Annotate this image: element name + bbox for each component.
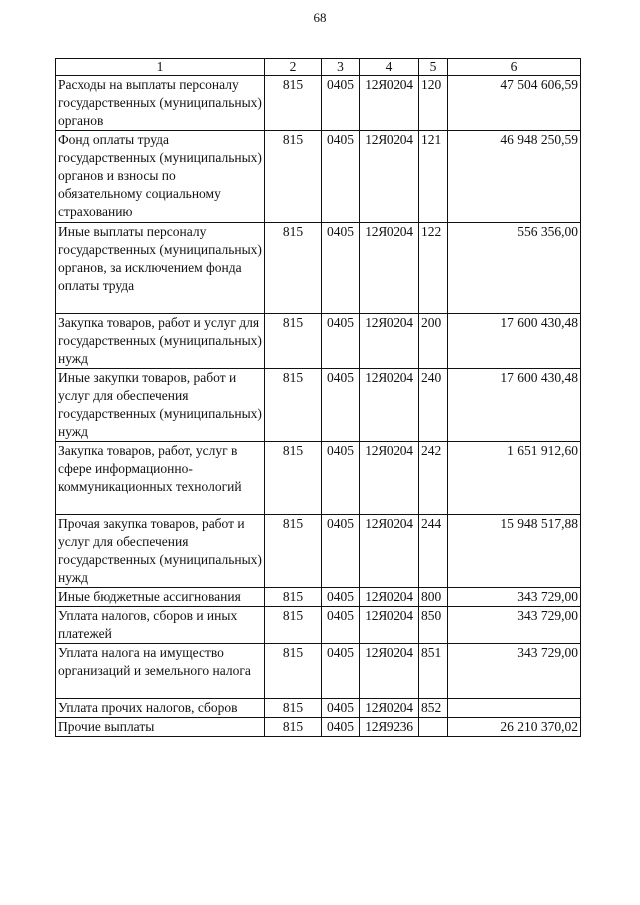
row-glava: 815 (265, 76, 322, 131)
table-row (56, 131, 581, 223)
row-name: Иные выплаты персоналу государственных (муниципальных) органов, за исключением фонда оплаты труда (56, 223, 265, 314)
table-row (56, 369, 581, 442)
row-sum: 343 729,00 (448, 588, 581, 607)
row-vr: 122 (419, 223, 448, 314)
row-sum: 343 729,00 (448, 644, 581, 699)
row-name: Фонд оплаты труда государственных (муниципальных) органов и взносы по обязательному социальному страхованию (56, 131, 265, 223)
row-csr: 12Я0204 (360, 644, 419, 699)
row-razdel: 0405 (322, 369, 360, 442)
table-row (56, 718, 581, 737)
row-glava: 815 (265, 442, 322, 515)
row-vr: 240 (419, 369, 448, 442)
row-vr: 852 (419, 699, 448, 718)
row-csr: 12Я0204 (360, 131, 419, 223)
header-col-2: 2 (265, 59, 322, 76)
row-glava: 815 (265, 515, 322, 588)
row-name: Иные бюджетные ассигнования (56, 588, 265, 607)
row-csr: 12Я0204 (360, 515, 419, 588)
row-vr: 200 (419, 314, 448, 369)
row-vr (419, 718, 448, 737)
row-glava: 815 (265, 223, 322, 314)
table-row (56, 515, 581, 588)
row-name: Закупка товаров, работ и услуг для государственных (муниципальных) нужд (56, 314, 265, 369)
row-glava: 815 (265, 607, 322, 644)
row-glava: 815 (265, 314, 322, 369)
row-glava: 815 (265, 644, 322, 699)
row-csr: 12Я0204 (360, 699, 419, 718)
table-row (56, 223, 581, 314)
row-name: Расходы на выплаты персоналу государственных (муниципальных) органов (56, 76, 265, 131)
table-row (56, 588, 581, 607)
row-csr: 12Я0204 (360, 369, 419, 442)
row-name: Иные закупки товаров, работ и услуг для обеспечения государственных (муниципальных) нужд (56, 369, 265, 442)
row-sum: 26 210 370,02 (448, 718, 581, 737)
row-vr: 851 (419, 644, 448, 699)
row-razdel: 0405 (322, 699, 360, 718)
table-row (56, 607, 581, 644)
row-razdel: 0405 (322, 314, 360, 369)
header-col-6: 6 (448, 59, 581, 76)
row-vr: 242 (419, 442, 448, 515)
header-col-3: 3 (322, 59, 360, 76)
table-row (56, 699, 581, 718)
row-csr: 12Я0204 (360, 607, 419, 644)
row-sum: 1 651 912,60 (448, 442, 581, 515)
row-vr: 800 (419, 588, 448, 607)
row-vr: 850 (419, 607, 448, 644)
row-sum: 17 600 430,48 (448, 369, 581, 442)
row-name: Уплата налога на имущество организаций и земельного налога (56, 644, 265, 699)
row-name: Прочая закупка товаров, работ и услуг для обеспечения государственных (муниципальных) нужд (56, 515, 265, 588)
row-name: Уплата прочих налогов, сборов (56, 699, 265, 718)
table-header-row (56, 59, 581, 76)
row-glava: 815 (265, 131, 322, 223)
row-name: Закупка товаров, работ, услуг в сфере информационно-коммуникационных технологий (56, 442, 265, 515)
row-vr: 244 (419, 515, 448, 588)
row-razdel: 0405 (322, 718, 360, 737)
row-razdel: 0405 (322, 131, 360, 223)
row-csr: 12Я0204 (360, 442, 419, 515)
row-csr: 12Я0204 (360, 314, 419, 369)
row-sum: 343 729,00 (448, 607, 581, 644)
row-glava: 815 (265, 588, 322, 607)
row-csr: 12Я0204 (360, 588, 419, 607)
row-razdel: 0405 (322, 515, 360, 588)
header-col-1: 1 (56, 59, 265, 76)
budget-table (55, 58, 581, 737)
table-row (56, 442, 581, 515)
row-csr: 12Я0204 (360, 76, 419, 131)
row-sum: 46 948 250,59 (448, 131, 581, 223)
row-razdel: 0405 (322, 76, 360, 131)
row-razdel: 0405 (322, 607, 360, 644)
table-row (56, 644, 581, 699)
table-row (56, 76, 581, 131)
row-glava: 815 (265, 718, 322, 737)
row-razdel: 0405 (322, 223, 360, 314)
row-name: Прочие выплаты (56, 718, 265, 737)
row-sum: 556 356,00 (448, 223, 581, 314)
row-sum: 15 948 517,88 (448, 515, 581, 588)
row-vr: 121 (419, 131, 448, 223)
row-razdel: 0405 (322, 644, 360, 699)
page-number: 68 (313, 10, 327, 25)
row-vr: 120 (419, 76, 448, 131)
row-sum: 47 504 606,59 (448, 76, 581, 131)
row-name: Уплата налогов, сборов и иных платежей (56, 607, 265, 644)
row-glava: 815 (265, 699, 322, 718)
row-glava: 815 (265, 369, 322, 442)
row-sum (448, 699, 581, 718)
table-row (56, 314, 581, 369)
row-csr: 12Я0204 (360, 223, 419, 314)
row-razdel: 0405 (322, 442, 360, 515)
row-csr: 12Я9236 (360, 718, 419, 737)
row-sum: 17 600 430,48 (448, 314, 581, 369)
header-col-4: 4 (360, 59, 419, 76)
header-col-5: 5 (419, 59, 448, 76)
row-razdel: 0405 (322, 588, 360, 607)
